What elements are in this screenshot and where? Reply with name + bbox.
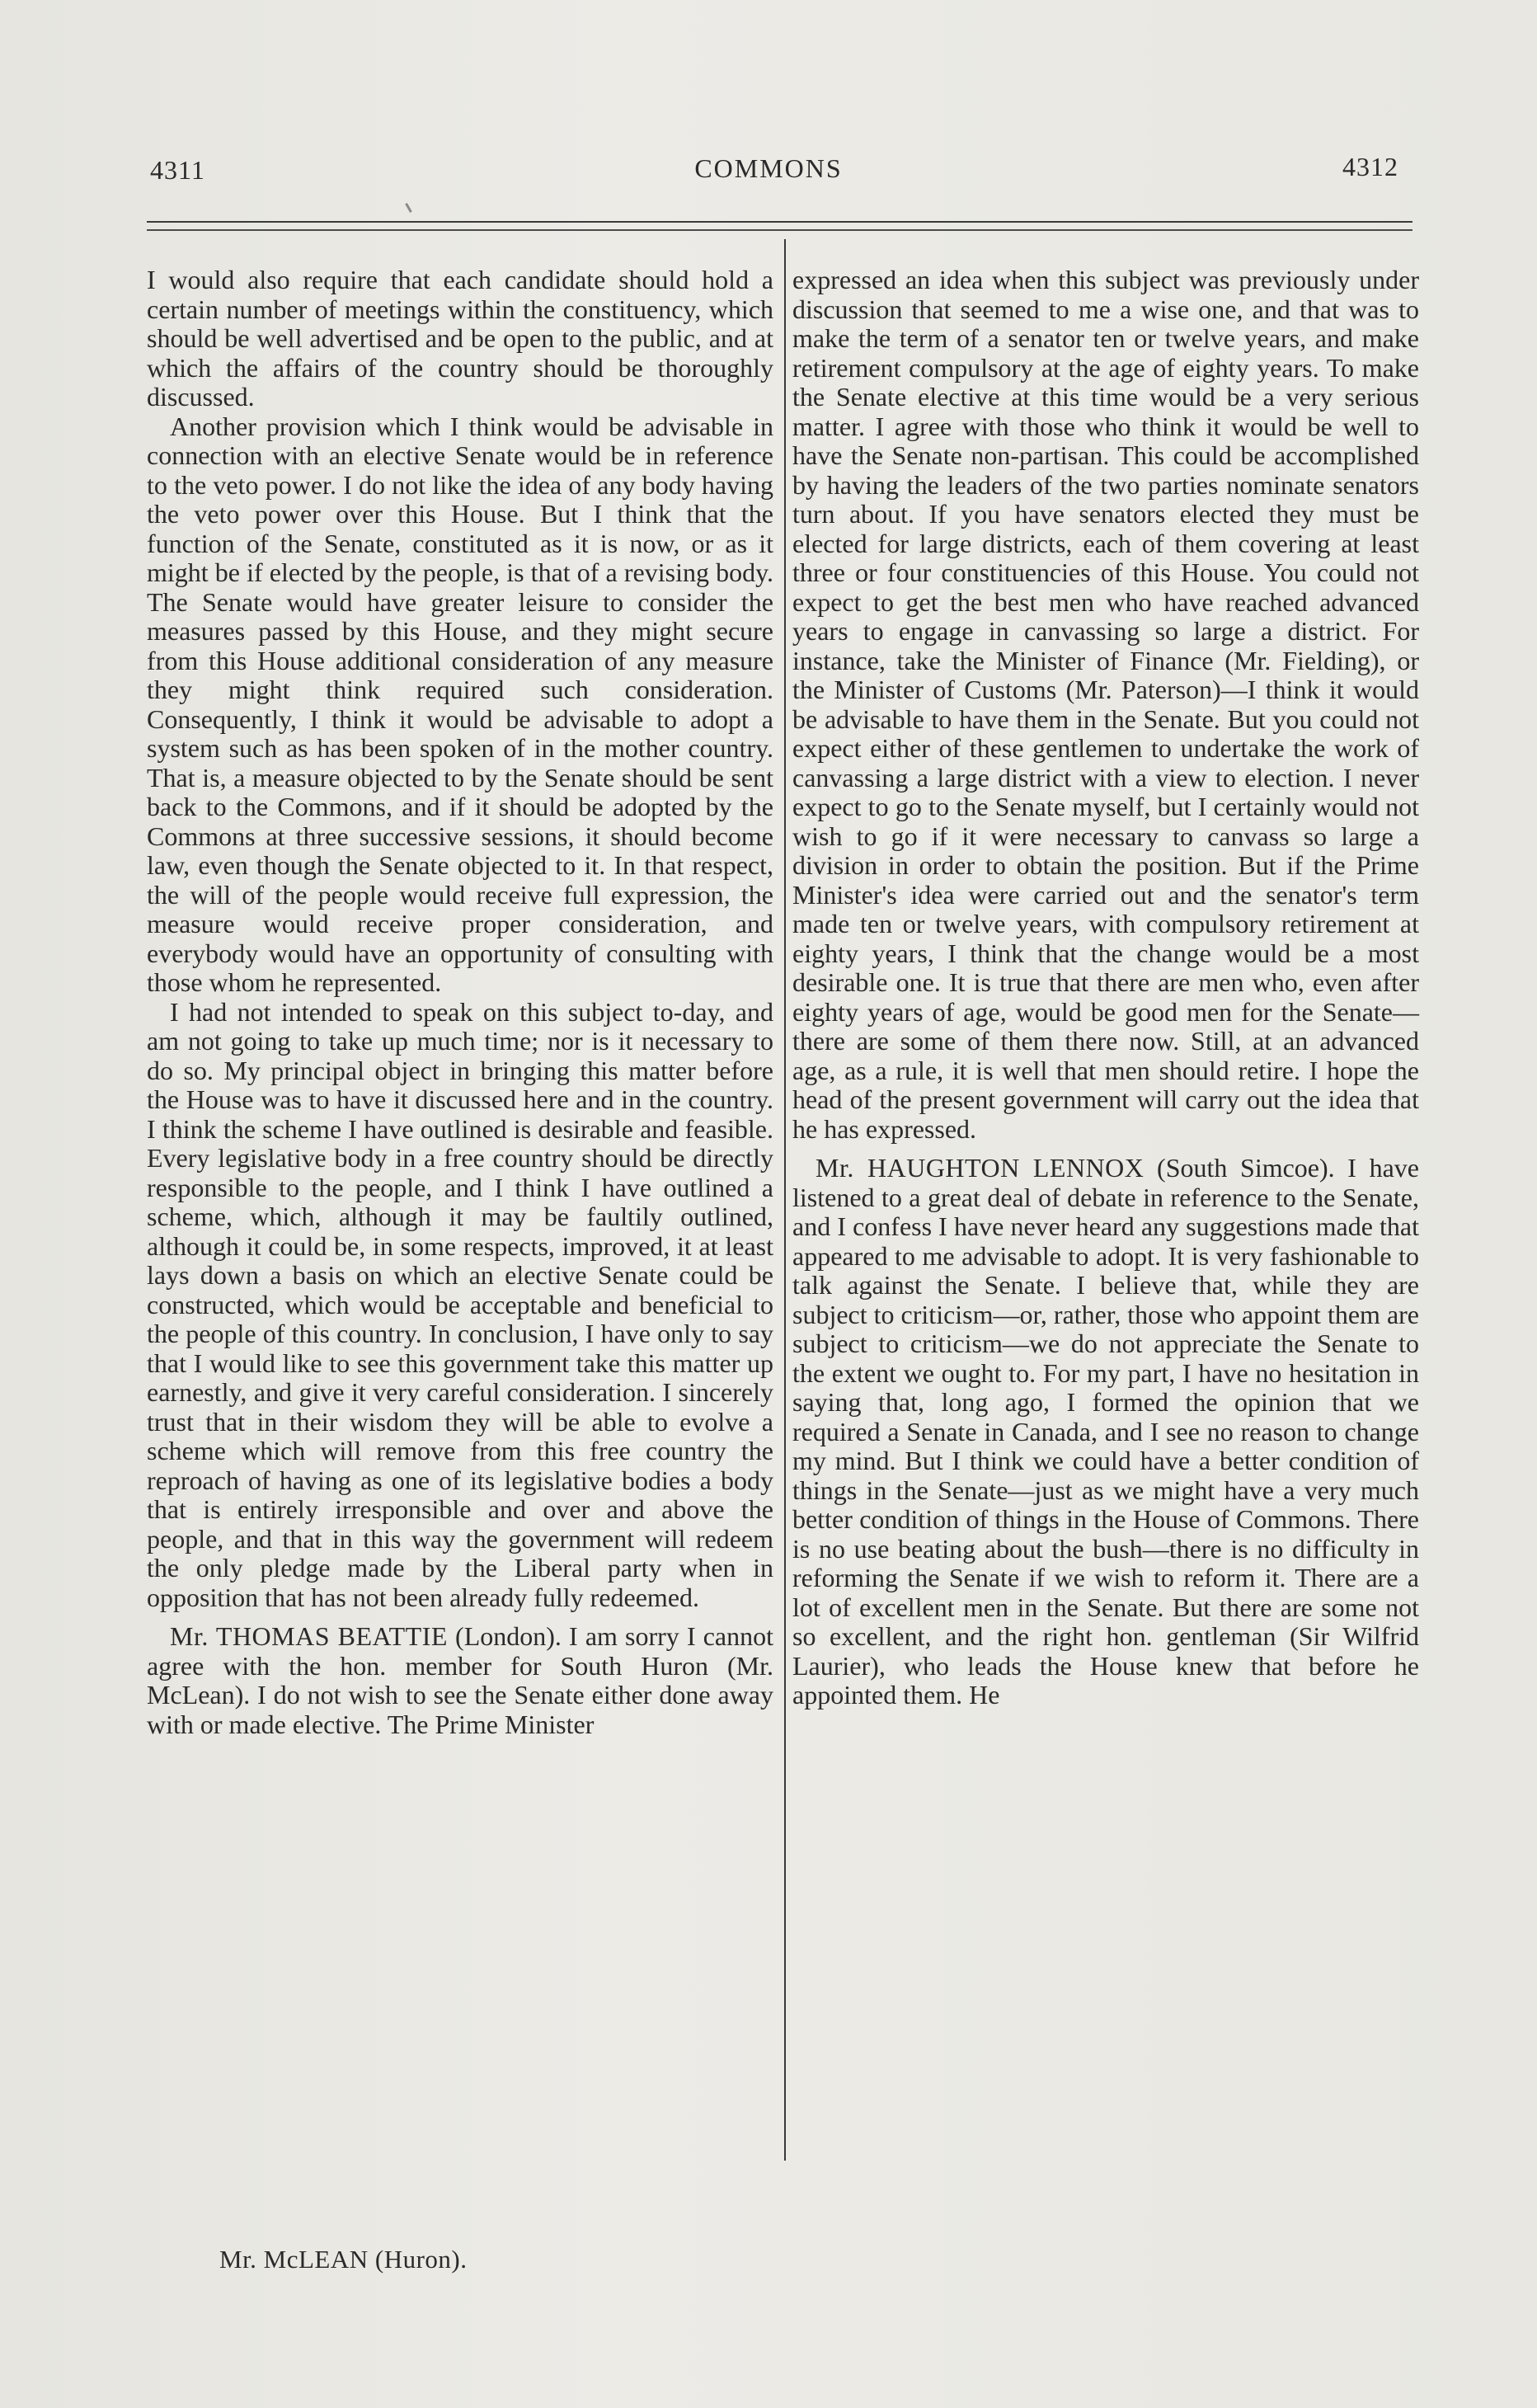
page-number-left: 4311 xyxy=(150,155,205,185)
left-column xyxy=(147,266,773,1739)
page-number-right: 4312 xyxy=(1342,152,1398,181)
page-header xyxy=(0,152,1537,196)
stray-mark xyxy=(405,203,412,213)
speaker-name: Mr. HAUGHTON LENNOX xyxy=(816,1153,1145,1183)
running-title: COMMONS xyxy=(694,153,843,183)
speaker-name: Mr. THOMAS BEATTIE xyxy=(170,1621,448,1651)
left-paragraph-2: Another provision which I think would be advisable in connection with an elective Senate would be in reference to the veto power. I do not like the idea of any body having the veto power over this House. But I think that the function of the Senate, constituted as it is now, or as it might be if elected by the people, is that of a revising body. The Senate would have greater leisure to consider the measures passed by this House, and they might secure from this House additional consideration of any measure they might think required such consideration. Consequently, I think it would be advisable to adopt a system such as has been spoken of in the mother country. That is, a measure objected to by the Senate should be sent back to the Commons, and if it should be adopted by the Commons at three successive sessions, it should become law, even though the Senate objected to it. In that respect, the will of the people would receive full expression, the measure would receive proper consideration, and everybody would have an opportunity of consulting with those whom he represented. xyxy=(147,411,773,997)
left-paragraph-4 xyxy=(147,1622,773,1739)
speech-text: (South Simcoe). I have listened to a great deal of debate in reference to the Senate, and I confess I have never heard any suggestions made that appeared to me advisable to adopt. It is very fashionable to talk against the Senate. I believe that, while they are subject to criticism—or, rather, those who appoint them are subject to criticism—we do not appreciate the Senate to the extent we ought to. For my part, I have no hesitation in saying that, long ago, I formed the opinion that we required a Senate in Canada, and I see no reason to change my mind. But I think we could have a better condition of things in the Senate—just as we might have a very much better condition of things in the House of Commons. There is no use beating about the bush—there is no difficulty in reforming the Senate if we wish to reform it. There are a lot of excellent men in the Senate. But there are some not so excellent, and the right hon. gentleman (Sir Wilfrid Laurier), who leads the House knew that before he appointed them. He xyxy=(792,1153,1419,1710)
column-divider xyxy=(784,239,786,2161)
left-paragraph-1: I would also require that each candidate should hold a certain number of meetings within the constituency, which should be well advertised and be open to the public, and at which the affairs of the country should be thoroughly discussed. xyxy=(147,265,773,412)
speech-text: (London). I am sorry I cannot agree with the hon. member for South Huron (Mr. McLean). I do not wish to see the Senate either done away with or made elective. The Prime Minister xyxy=(147,1621,774,1739)
right-paragraph-2 xyxy=(792,1154,1419,1710)
left-paragraph-3: I had not intended to speak on this subject to-day, and am not going to take up much time; nor is it necessary to do so. My principal object in bringing this matter before the House was to have it discussed here and in the country. I think the scheme I have outlined is desirable and feasible. Every legislative body in a free country should be directly responsible to the people, and I think I have outlined a scheme, which, although it may be faultily outlined, although it could be, in some respects, improved, it at least lays down a basis on which an elective Senate could be constructed, which would be acceptable and beneficial to the people of this country. In conclusion, I have only to say that I would like to see this government take this matter up earnestly, and give it very careful consideration. I sincerely trust that in their wisdom they will be able to evolve a scheme which will remove from this free country the reproach of having as one of its legislative bodies a body that is entirely irresponsible and over and above the people, and that in this way the government will redeem the only pledge made by the Liberal party when in opposition that has not been already fully redeemed. xyxy=(147,996,773,1612)
catchword: Mr. McLEAN (Huron). xyxy=(219,2245,468,2274)
right-paragraph-1: expressed an idea when this subject was previously under discussion that seemed to me a wise one, and that was to make the term of a senator ten or twelve years, and make retirement compulsory at the age of eighty years. To make the Senate elective at this time would be a very serious matter. I agree with those who think it would be well to have the Senate non-partisan. This could be accomplished by having the leaders of the two parties nominate senators turn about. If you have senators elected they must be elected for large districts, each of them covering at least three or four constituencies of this House. You could not expect to get the best men who have reached advanced years to engage in canvassing so large a district. For instance, take the Minister of Finance (Mr. Fielding), or the Minister of Customs (Mr. Paterson)—I think it would be advisable to have them in the Senate. But you could not expect either of these gentlemen to undertake the work of canvassing a large district with a view to election. I never expect to go to the Senate myself, but I certainly would not wish to go if it were necessary to canvass so large a division in order to obtain the position. But if the Prime Minister's idea were carried out and the senator's term made ten or twelve years, with compulsory retirement at eighty years, I think that the change would be a most desirable one. It is true that there are men who, even after eighty years of age, would be good men for the Senate—there are some of them there now. Still, at an advanced age, as a rule, it is well that men should retire. I hope the head of the present government will carry out the idea that he has expressed. xyxy=(792,265,1419,1144)
header-rule-top xyxy=(147,221,1412,223)
header-rule-bottom xyxy=(147,229,1412,231)
right-column xyxy=(792,266,1419,1710)
